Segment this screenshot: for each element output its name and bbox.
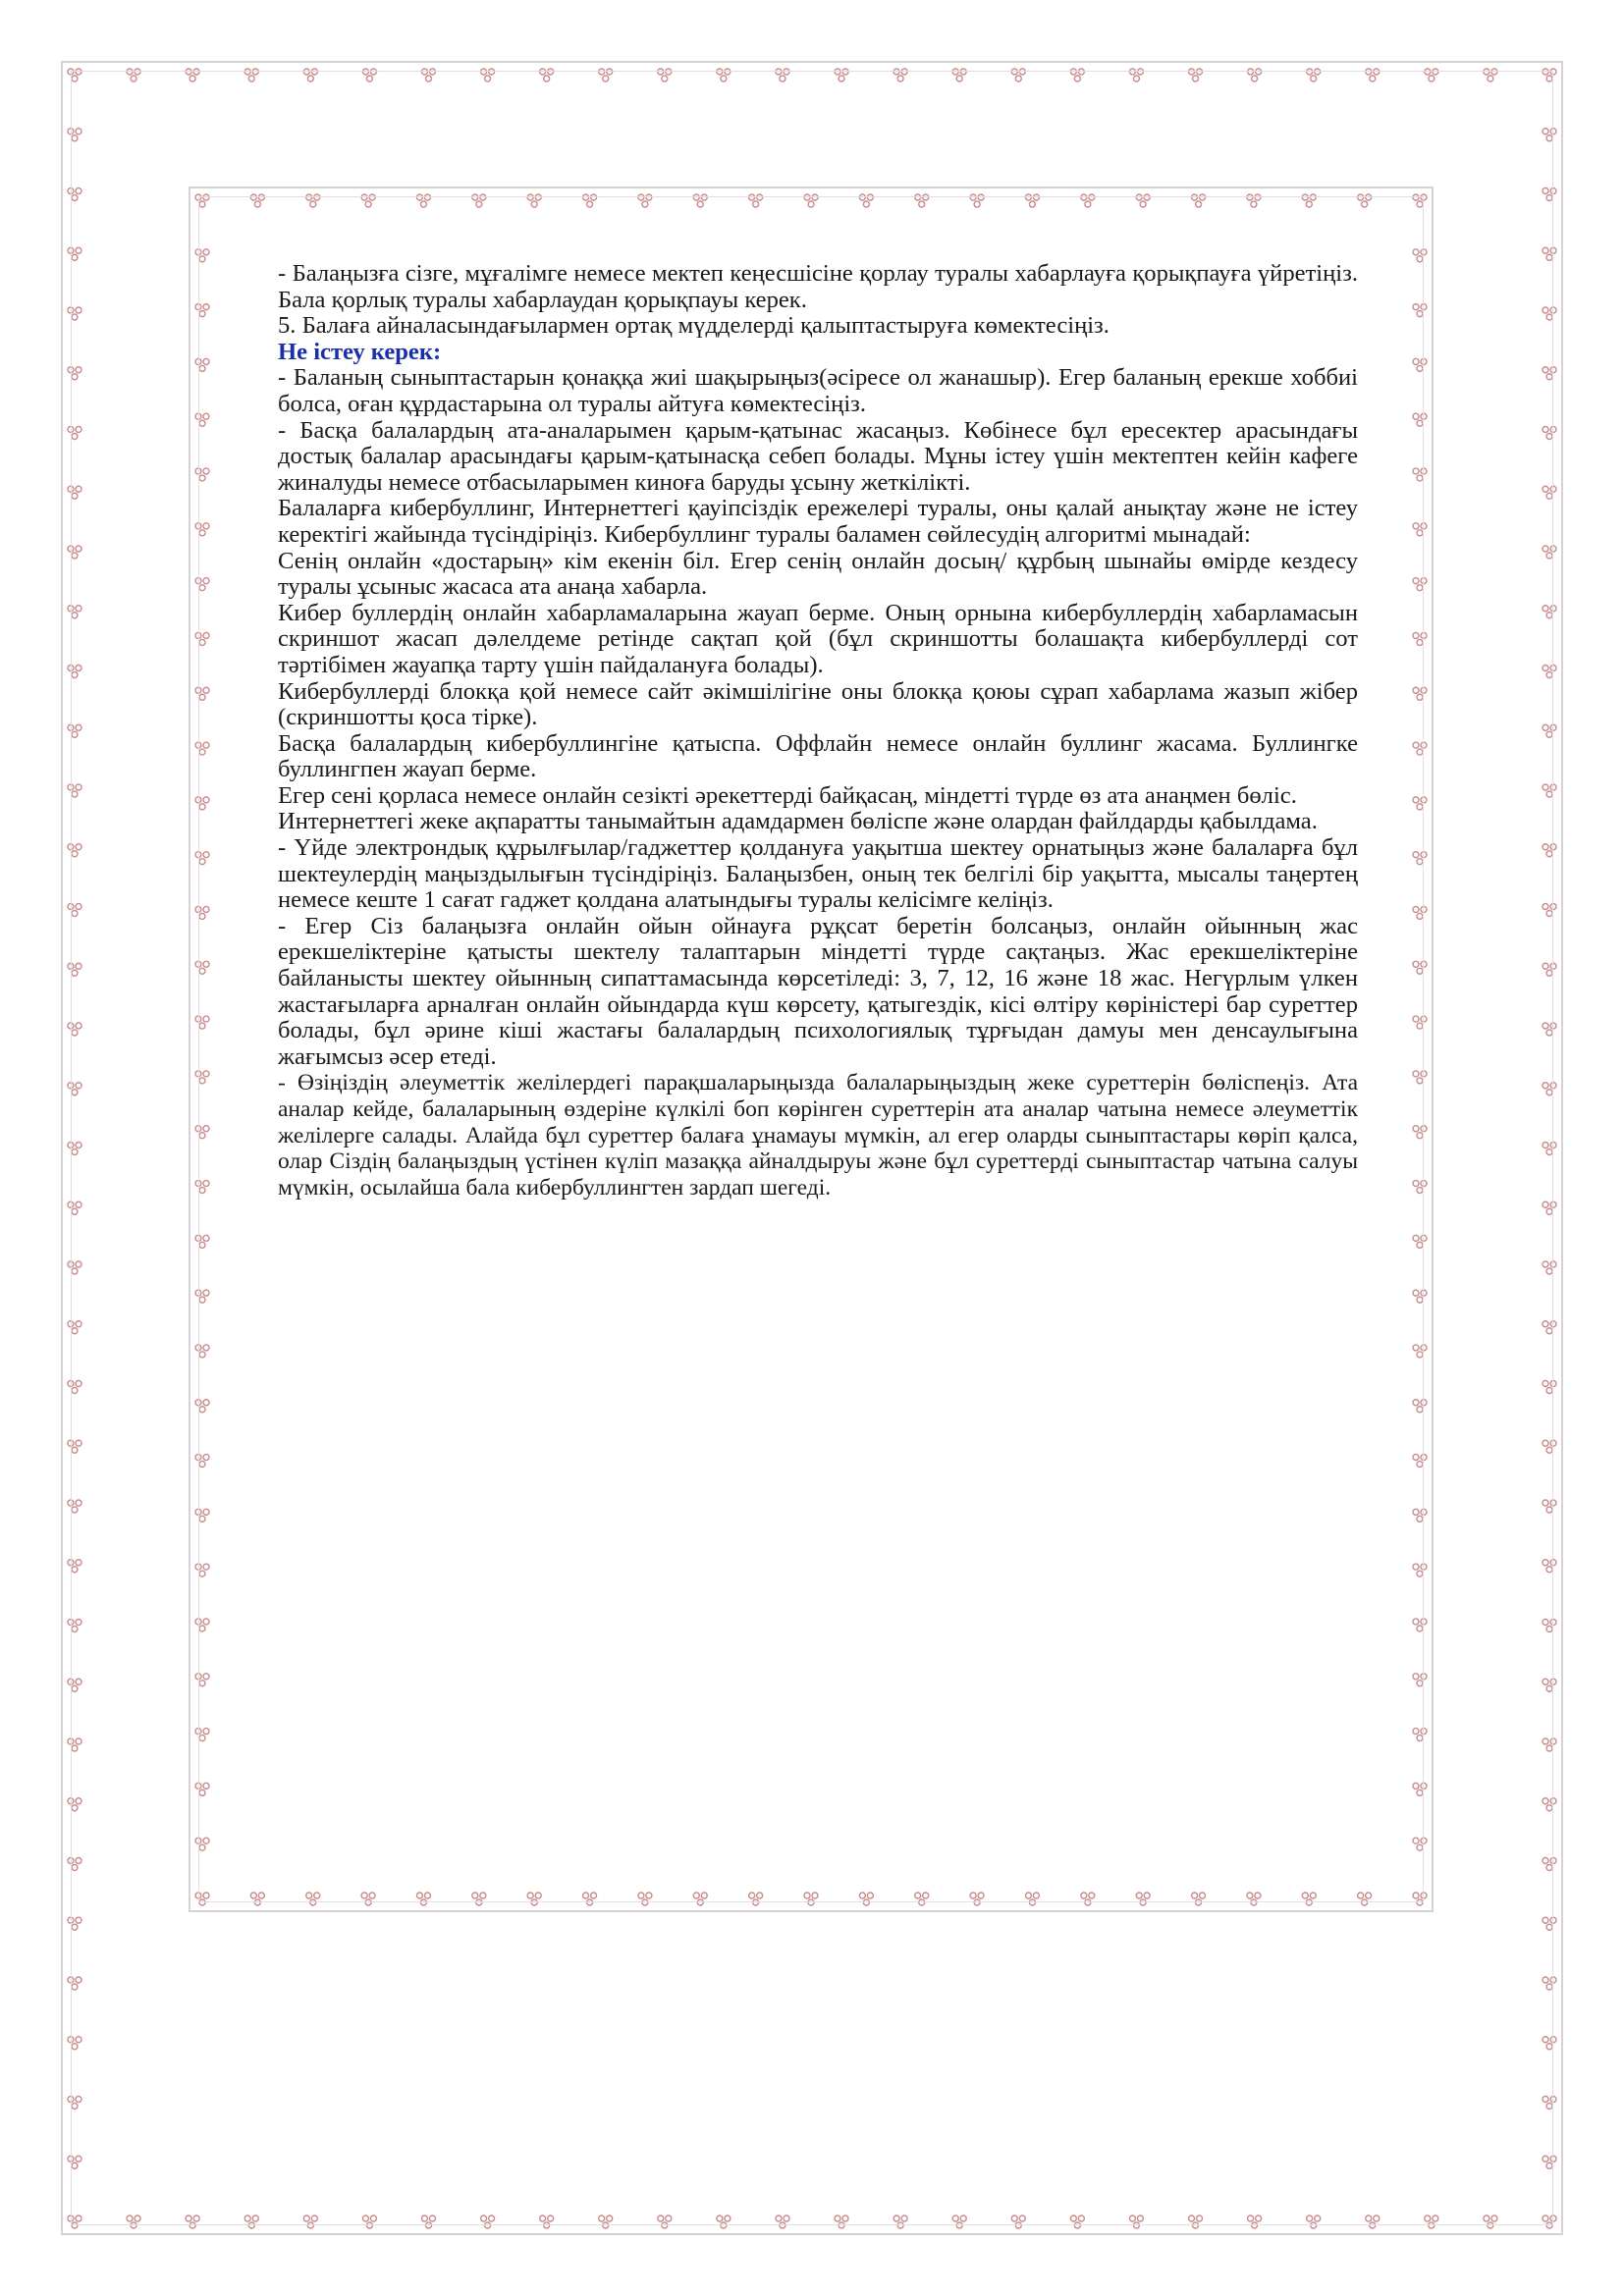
paragraph-invite-classmates: - Баланың сыныптастарын қонаққа жиі шақырыңыз(әсіресе ол жанашыр). Егер баланың ерекше хоббиі болса, оған құрдастарына ол туралы айтуға көмектесіңіз. [278,364,1358,417]
paragraph-do-not-participate: Басқа балалардың кибербуллингіне қатыспа. Оффлайн немесе онлайн буллинг жасама. Буллингке буллингпен жауап берме. [278,729,1358,783]
section-heading-what-to-do: Не істеу керек: [278,338,442,365]
paragraph-tell-parents: Егер сені қорласа немесе онлайн сезікті әрекеттерді байқасаң, міндетті түрде өз ата анаңмен бөліс. [278,781,1297,809]
paragraph-parents-contact: - Басқа балалардың ата-аналарымен қарым-қатынас жасаңыз. Көбінесе бұл ересектер арасындағы достық балалар арасындағы қарым-қатынасқа себеп болады. Мұны істеу үшін мектептен кейін кафеге жиналуды немесе отбасыларымен киноға баруды ұсыну жеткілікті. [278,416,1358,496]
paragraph-sharing-photos: - Өзіңіздің әлеуметтік желілердегі парақшаларыңызда балаларыңыздың жеке суреттерін бөліспеңіз. Ата аналар кейде, балаларының өздеріне күлкілі боп көрінген суреттерін ата аналар чатына немесе әлеуметтік желілерге салады. Алайда бұл суреттер балаға ұнамауы мүмкін, ал егер оларды сыныптастары көріп қалса, олар Сіздің балаңыздың үстінен күліп мазаққа айналдыруы және бұл суреттерді сыныптастар чатына салуы мүмкін, осылайша бала кибербуллингтен зардап шегеді. [278,1070,1358,1201]
paragraph-know-online-friends: Сенің онлайн «достарың» кім екенін біл. Егер сенің онлайн досың/ құрбың шынайы өмірде кездесу туралы ұсыныс жасаса ата анаңа хабарла. [278,547,1358,601]
paragraph-block-bully: Кибербуллерді блокқа қой немесе сайт әкімшілігіне оны блокқа қоюы сұрап хабарлама жазып жібер (скриншотты қоса тірке). [278,677,1358,731]
paragraph-personal-info: Интернеттегі жеке ақпаратты танымайтын адамдармен бөліспе және олардан файлдарды қабылдама. [278,808,1318,835]
paragraph-common-interests: 5. Балаға айналасындағылармен ортақ мүдделерді қалыптастыруға көмектесіңіз. [278,312,1110,340]
paragraph-explain-cyberbullying: Балаларға кибербуллинг, Интернеттегі қауіпсіздік ережелері туралы, оны қалай анықтау және не істеу керектігі жайында түсіндіріңіз. Кибербуллинг туралы баламен сөйлесудің алгоритмі мынадай: [278,495,1358,548]
paragraph-online-games: - Егер Сіз балаңызға онлайн ойын ойнауға рұқсат беретін болсаңыз, онлайн ойынның жас ерекшеліктеріне қатысты шектелу талаптарын міндетті түрде сақтаңыз. Жас ерекшеліктеріне байланысты шектеу ойынның сипаттамасында көрсетіледі: 3, 7, 12, 16 және 18 жас. Негүрлым үлкен жастағыларға арналған онлайн ойындарда күш көрсету, қатыгездік, кісі өлтіру көріністері бар суреттер болады, бұл әрине кіші жастағы балалардың психологиялық тұрғыдан дамуы мен денсаулығына жағымсыз әсер етеді. [278,912,1358,1070]
paragraph-report-bullying: - Балаңызға сізге, мұғалімге немесе мектеп кеңесшісіне қорлау туралы хабарлауға қорықпауға үйретіңіз. Бала қорлық туралы хабарлаудан қорықпауы керек. [278,261,1358,313]
document-body [278,261,1358,1871]
paragraph-do-not-reply: Кибер буллердің онлайн хабарламаларына жауап берме. Оның орнына кибербуллердің хабарламасын скриншот жасап дәлелдеме ретінде сақтап қой (бұл скриншотты болашақта кибербуллерді сот тәртібімен жауапқа тарту үшін пайдалануға болады). [278,599,1358,678]
paragraph-device-limits: - Үйде электрондық құрылғылар/гаджеттер қолдануға уақытша шектеу орнатыңыз және балаларға бұл шектеулердің маңыздылығын түсіндіріңіз. Балаңызбен, оның тек белгілі бір уақытта, мысалы таңертең немесе кеште 1 сағат гаджет қолдана алатындығы туралы келісімге келіңіз. [278,834,1358,914]
